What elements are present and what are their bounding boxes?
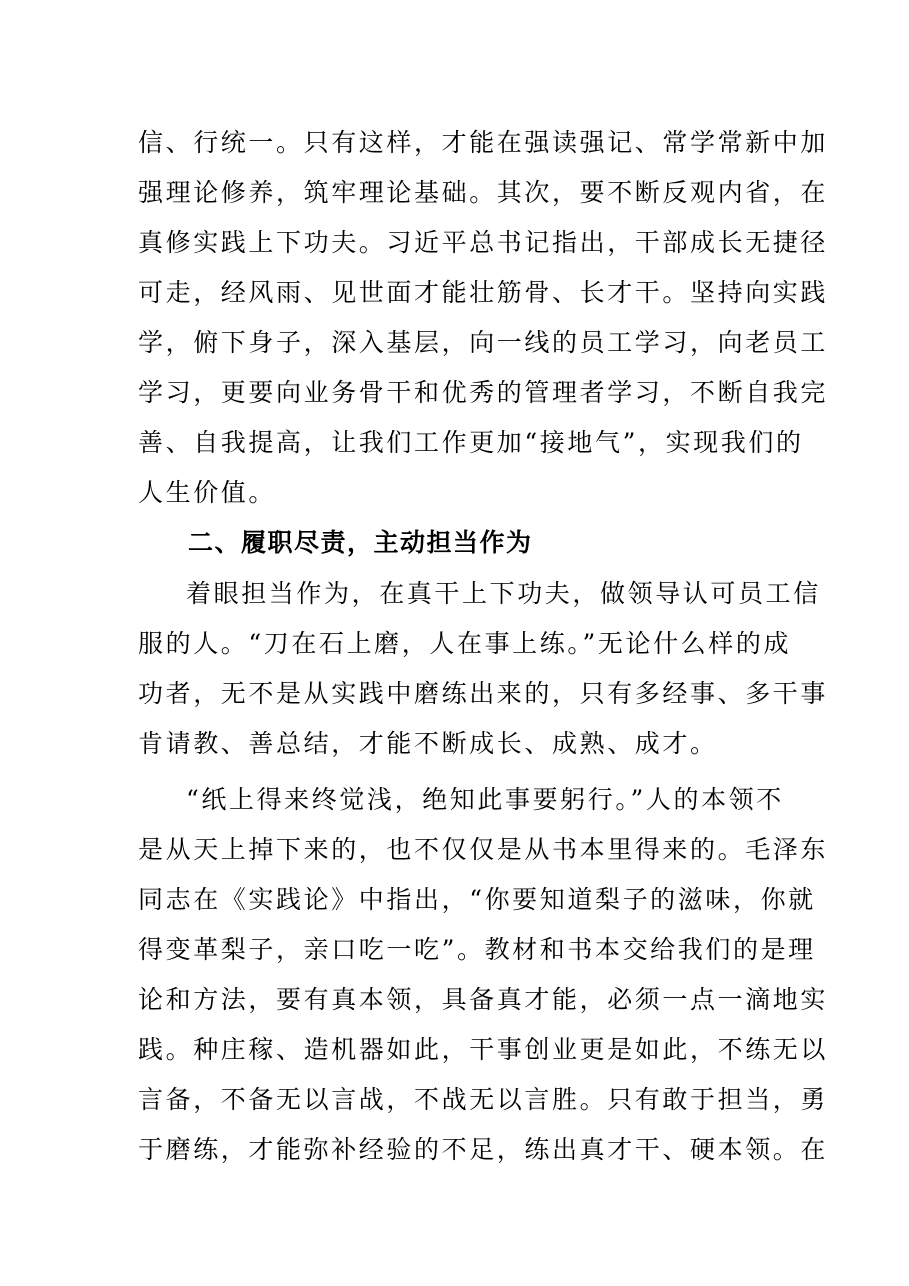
paragraph-line: 人生价值。 — [138, 478, 277, 507]
paragraph-line: 功者，无不是从实践中磨练出来的，只有多经事、多干事 — [138, 679, 829, 708]
paragraph-line: 肯请教、善总结，才能不断成长、成熟、成才。 — [138, 729, 718, 758]
paragraph-line: 真修实践上下功夫。习近平总书记指出，干部成长无捷径 — [138, 228, 829, 257]
paragraph-line: 强理论修养，筑牢理论基础。其次，要不断反观内省，在 — [138, 178, 829, 207]
paragraph-line: 学，俯下身子，深入基层，向一线的员工学习，向老员工 — [138, 328, 829, 357]
paragraph-line: 是从天上掉下来的，也不仅仅是从书本里得来的。毛泽东 — [138, 835, 829, 864]
paragraph-line: 善、自我提高，让我们工作更加“接地气”，实现我们的 — [138, 428, 804, 457]
paragraph-line: 着眼担当作为，在真干上下功夫，做领导认可员工信 — [186, 579, 821, 608]
paragraph-line: 服的人。“刀在石上磨，人在事上练。”无论什么样的成 — [138, 629, 792, 658]
paragraph-line: 论和方法，要有真本领，具备真才能，必须一点一滴地实 — [138, 985, 829, 1014]
paragraph-line: 践。种庄稼、造机器如此，干事创业更是如此，不练无以 — [138, 1035, 829, 1064]
paragraph-line: 得变革梨子，亲口吃一吃”。教材和书本交给我们的是理 — [138, 935, 816, 964]
section-heading: 二、履职尽责，主动担当作为 — [188, 528, 533, 557]
paragraph-line: 同志在《实践论》中指出，“你要知道梨子的滋味，你就 — [138, 885, 816, 914]
paragraph-line: 于磨练，才能弥补经验的不足，练出真才干、硬本领。在 — [138, 1135, 829, 1164]
paragraph-line: “纸上得来终觉浅，绝知此事要躬行。”人的本领不 — [186, 785, 784, 814]
paragraph-line: 信、行统一。只有这样，才能在强读强记、常学常新中加 — [138, 128, 829, 157]
paragraph-line: 可走，经风雨、见世面才能壮筋骨、长才干。坚持向实践 — [138, 278, 829, 307]
paragraph-line: 学习，更要向业务骨干和优秀的管理者学习，不断自我完 — [138, 378, 829, 407]
paragraph-line: 言备，不备无以言战，不战无以言胜。只有敢于担当，勇 — [138, 1085, 829, 1114]
